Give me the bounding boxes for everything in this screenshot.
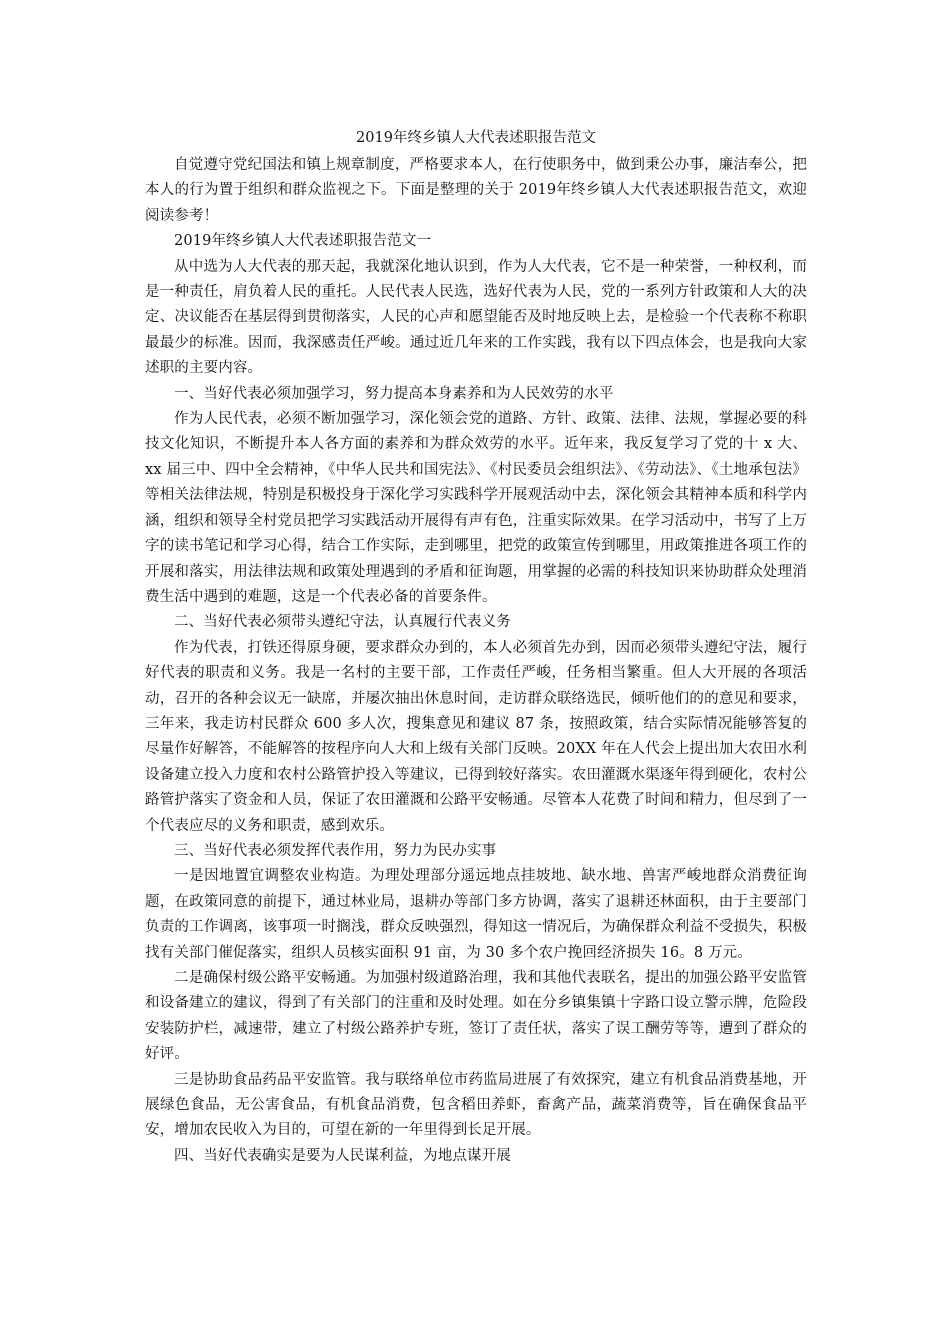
intro-paragraph: 自觉遵守党纪国法和镇上规章制度，严格要求本人，在行使职务中，做到秉公办事，廉洁奉公，把本人的行为置于组织和群众监视之下。下面是整理的关于 2019年终乡镇人大代表述职报告范文，欢迎阅读参考！	[145, 157, 807, 224]
section-heading-3: 三、当好代表必须发挥代表作用，努力为民办实事	[174, 842, 497, 859]
body-paragraph: 从中选为人大代表的那天起，我就深化地认识到，作为人大代表，它不是一种荣誉，一种权利，而是一种责任，肩负着人民的重托。人民代表人民选，选好代表为人民，党的一系列方针政策和人大的决定、决议能否在基层得到贯彻落实，人民的心声和愿望能否及时地反映上去，是检验一个代表称不称职最最少的标准。因而，我深感责任严峻。通过近几年来的工作实践，我有以下四点体会，也是我向大家述职的主要内容。	[145, 258, 807, 377]
body-paragraph: 作为人民代表，必须不断加强学习，深化领会党的道路、方针、政策、法律、法规，掌握必要的科技文化知识，不断提升本人各方面的素养和为群众效劳的水平。近年来，我反复学习了党的十 x 大、xx 届三中、四中全会精神，《中华人民共和国宪法》、《村民委员会组织法》、《劳动法》、《土地承包法》等相关法律法规，特别是积极投身于深化学习实践科学开展观活动中去，深化领会其精神本质和科学内涵，组织和领导全村党员把学习实践活动开展得有声有色，注重实际效果。在学习活动中，书写了上万字的读书笔记和学习心得，结合工作实际，走到哪里，把党的政策宣传到哪里，用政策推进各项工作的开展和落实，用法律法规和政策处理遇到的矛盾和征询题，用掌握的必需的科技知识来协助群众处理消费生活中遇到的难题，这是一个代表必备的首要条件。	[145, 411, 807, 605]
document-page	[145, 128, 807, 1169]
section-heading-1: 一、当好代表必须加强学习，努力提高本身素养和为人民效劳的水平	[174, 385, 614, 402]
body-paragraph: 作为代表，打铁还得原身硬，要求群众办到的，本人必须首先办到，因而必须带头遵纪守法，履行好代表的职责和义务。我是一名村的主要干部，工作责任严峻，任务相当繁重。但人大开展的各项活动，召开的各种会议无一缺席，并屡次抽出休息时间，走访群众联络选民，倾听他们的的意见和要求，三年来，我走访村民群众 600 多人次，搜集意见和建议 87 条，按照政策，结合实际情况能够答复的尽量作好解答，不能解答的按程序向人大和上级有关部门反映。20XX 年在人代会上提出加大农田水利设备建立投入力度和农村公路管护投入等建议，已得到较好落实。农田灌溉水渠逐年得到硬化，农村公路管护落实了资金和人员，保证了农田灌溉和公路平安畅通。尽管本人花费了时间和精力，但尽到了一个代表应尽的义务和职责，感到欢乐。	[145, 639, 807, 834]
section-subtitle: 2019年终乡镇人大代表述职报告范文一	[174, 233, 432, 250]
document-title: 2019年终乡镇人大代表述职报告范文	[356, 130, 596, 146]
body-paragraph: 三是协助食品药品平安监管。我与联络单位市药监局进展了有效探究，建立有机食品消费基地，开展绿色食品，无公害食品，有机食品消费，包含稻田养虾，畜禽产品，蔬菜消费等，旨在确保食品平安，增加农民收入为目的，可望在新的一年里得到长足开展。	[145, 1071, 807, 1139]
body-paragraph: 一是因地置宜调整农业构造。为理处理部分遥远地点挂坡地、缺水地、兽害严峻地群众消费征询题，在政策同意的前提下，通过林业局，退耕办等部门多方协调，落实了退耕还林面积，由于主要部门负责的工作调离，该事项一时搁浅，群众反映强烈，得知这一情况后，为确保群众利益不受损失，积极找有关部门催促落实，组织人员核实面积 91 亩，为 30 多个农户挽回经济损失 16。8 万元。	[145, 868, 807, 961]
section-heading-4: 四、当好代表确实是要为人民谋利益，为地点谋开展	[174, 1147, 511, 1164]
section-heading-2: 二、当好代表必须带头遵纪守法，认真履行代表义务	[174, 614, 511, 631]
body-paragraph: 二是确保村级公路平安畅通。为加强村级道路治理，我和其他代表联名，提出的加强公路平安监管和设备建立的建议，得到了有关部门的注重和及时处理。如在分乡镇集镇十字路口设立警示牌，危险段安装防护栏，减速带，建立了村级公路养护专班，签订了责任状，落实了误工酬劳等等，遭到了群众的好评。	[145, 970, 807, 1063]
